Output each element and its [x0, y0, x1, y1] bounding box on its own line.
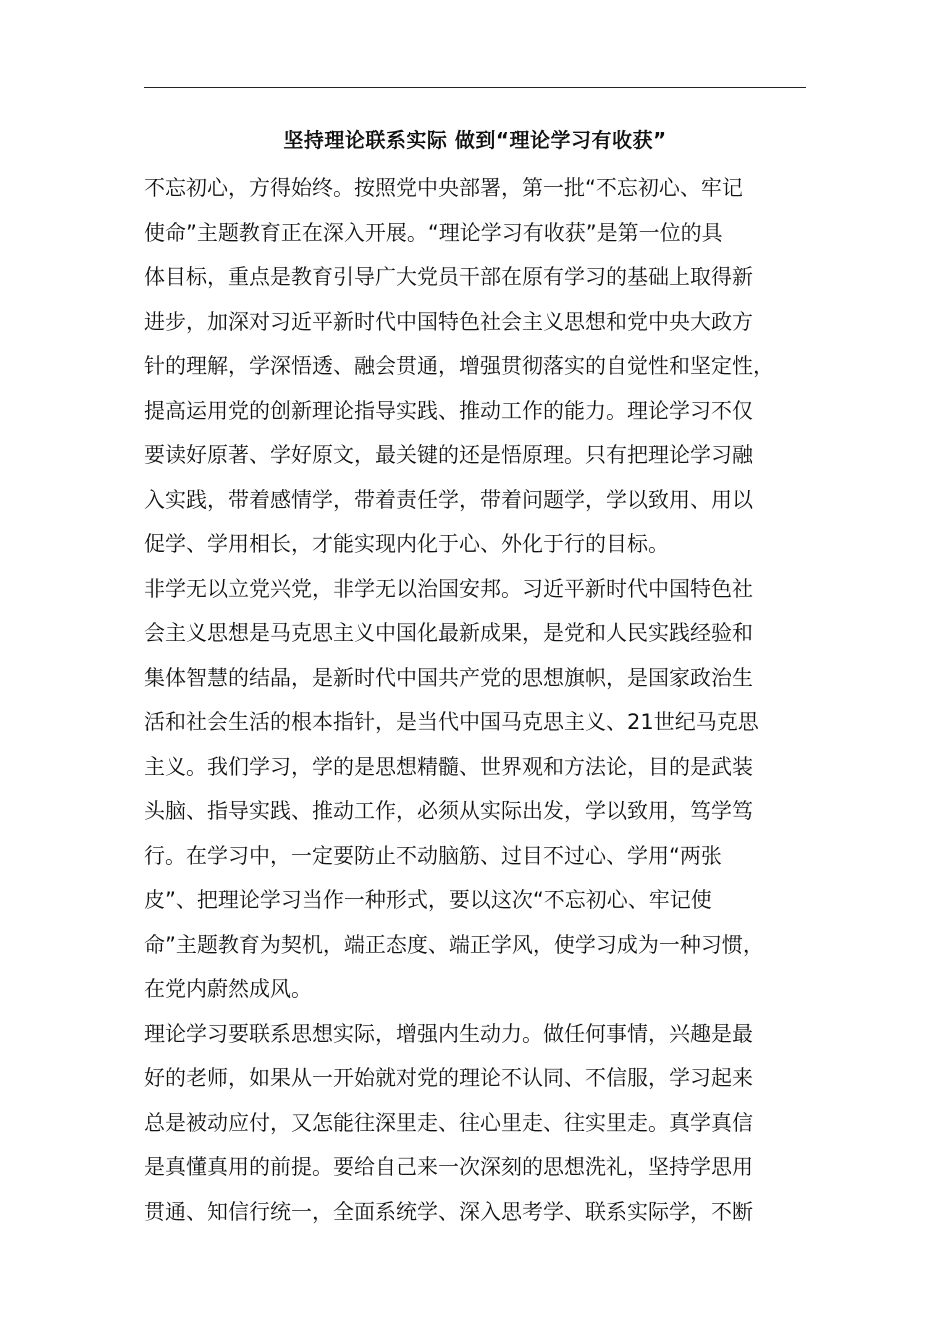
text-line: 主义。我们学习，学的是思想精髓、世界观和方法论，目的是武装: [144, 754, 753, 779]
text-line: 集体智慧的结晶，是新时代中国共产党的思想旗帜，是国家政治生: [144, 665, 753, 690]
text-line: 是真懂真用的前提。要给自己来一次深刻的思想洗礼，坚持学思用: [144, 1155, 753, 1179]
text-line: 活和社会生活的根本指针，是当代中国马克思主义、21世纪马克思: [144, 710, 759, 734]
paragraph-1: [144, 166, 824, 567]
text-line: 要读好原著、学好原文，最关键的还是悟原理。只有把理论学习融: [144, 443, 753, 467]
text-line: 命”主题教育为契机，端正态度、端正学风，使学习成为一种习惯，: [144, 932, 764, 957]
text-line: 针的理解，学深悟透、融会贯通，增强贯彻落实的自觉性和坚定性，: [144, 354, 774, 378]
text-line: 促学、学用相长，才能实现内化于心、外化于行的目标。: [144, 532, 669, 556]
text-line: 头脑、指导实践、推动工作，必须从实际出发，学以致用，笃学笃: [144, 799, 753, 823]
text-line: 会主义思想是马克思主义中国化最新成果，是党和人民实践经验和: [144, 621, 753, 645]
header-rule: [144, 87, 806, 88]
text-line: 理论学习要联系思想实际，增强内生动力。做任何事情，兴趣是最: [144, 1021, 753, 1046]
text-line: 皮”、把理论学习当作一种形式，要以这次“不忘初心、牢记使: [144, 888, 712, 912]
text-line: 不忘初心，方得始终。按照党中央部署，第一批“不忘初心、牢记: [144, 176, 743, 200]
text-line: 在党内蔚然成风。: [144, 977, 312, 1001]
text-line: 入实践，带着感情学，带着责任学，带着问题学，学以致用、用以: [144, 487, 753, 512]
text-line: 总是被动应付，又怎能往深里走、往心里走、往实里走。真学真信: [144, 1110, 753, 1135]
text-line: 贯通、知信行统一，全面系统学、深入思考学、联系实际学，不断: [144, 1199, 753, 1224]
text-line: 好的老师，如果从一开始就对党的理论不认同、不信服，学习起来: [144, 1066, 753, 1090]
paragraph-3: [144, 1012, 824, 1235]
text-line: 非学无以立党兴党，非学无以治国安邦。习近平新时代中国特色社: [144, 576, 753, 601]
document-body: [144, 166, 824, 1234]
text-line: 使命”主题教育正在深入开展。“理论学习有收获”是第一位的具: [144, 220, 723, 245]
text-line: 进步，加深对习近平新时代中国特色社会主义思想和党中央大政方: [144, 309, 753, 334]
text-line: 提高运用党的创新理论指导实践、推动工作的能力。理论学习不仅: [144, 398, 753, 423]
paragraph-2: [144, 567, 824, 1012]
text-line: 体目标，重点是教育引导广大党员干部在原有学习的基础上取得新: [144, 265, 753, 289]
document-title: 坚持理论联系实际 做到“理论学习有收获”: [283, 128, 667, 152]
text-line: 行。在学习中，一定要防止不动脑筋、过目不过心、学用“两张: [144, 843, 722, 868]
